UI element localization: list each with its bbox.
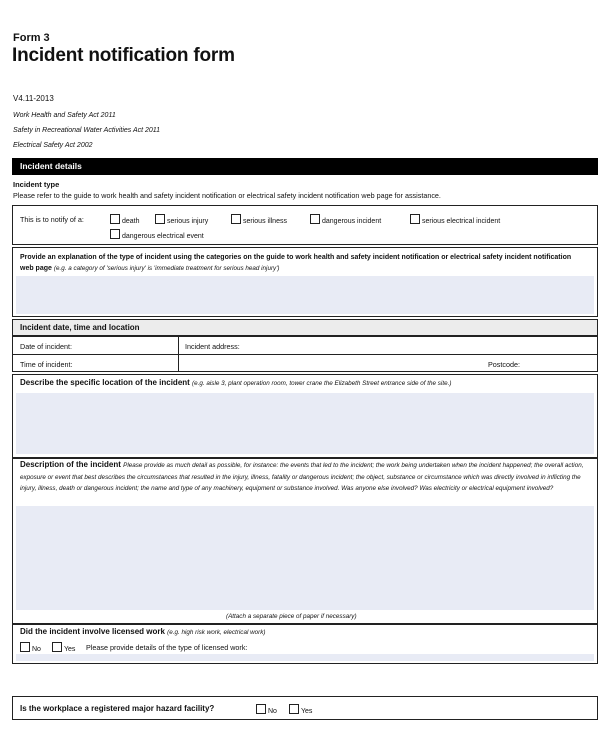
option-death[interactable]: death — [110, 214, 140, 225]
checkbox[interactable] — [20, 642, 30, 652]
address-label: Incident address: — [185, 342, 240, 351]
form-title: Incident notification form — [12, 45, 235, 66]
date-label: Date of incident: — [20, 342, 72, 351]
version-label: V4.11-2013 — [13, 94, 54, 103]
explanation-field[interactable] — [16, 276, 594, 314]
description-field[interactable] — [16, 506, 594, 610]
location-field[interactable] — [16, 393, 594, 454]
form-number: Form 3 — [13, 32, 50, 44]
incident-type-label: Incident type — [13, 180, 60, 189]
incident-type-instructions: Please refer to the guide to work health and safety incident notification or electrical safety incident notification web page for assistance. — [13, 191, 441, 200]
explanation-label: Provide an explanation of the type of incident using the categories on the guide to work health and safety incident notification or electrical safety incident notification web page (e.g. a category of 'serious injury' is 'immediate treatment for serious head injury') — [20, 254, 572, 272]
licensed-yes-option[interactable]: Yes — [52, 642, 75, 653]
licensed-work-label: Did the incident involve licensed work (e.g. high risk work, electrical work) — [20, 627, 266, 636]
checkbox[interactable] — [289, 704, 299, 714]
incident-details-header: Incident details — [12, 158, 598, 175]
checkbox[interactable] — [110, 214, 120, 224]
hazard-facility-label: Is the workplace a registered major hazard facility? — [20, 704, 215, 713]
act-item: Safety in Recreational Water Activities Act 2011 — [13, 127, 161, 134]
option-dangerous-incident[interactable]: dangerous incident — [310, 214, 381, 225]
checkbox[interactable] — [256, 704, 266, 714]
hazard-spacer — [330, 700, 594, 716]
checkbox[interactable] — [155, 214, 165, 224]
checkbox[interactable] — [410, 214, 420, 224]
option-serious-injury[interactable]: serious injury — [155, 214, 208, 225]
notify-label: This is to notify of a: — [20, 215, 84, 224]
option-dangerous-electrical-event[interactable]: dangerous electrical event — [110, 229, 204, 240]
act-item: Work Health and Safety Act 2011 — [13, 112, 116, 119]
licensed-no-option[interactable]: No — [20, 642, 41, 653]
licensed-details-label: Please provide details of the type of licensed work: — [86, 643, 248, 652]
act-item: Electrical Safety Act 2002 — [13, 142, 93, 149]
checkbox[interactable] — [110, 229, 120, 239]
hazard-yes-option[interactable]: Yes — [289, 704, 312, 715]
attach-note: (Attach a separate piece of paper if necessary) — [226, 613, 357, 620]
time-label: Time of incident: — [20, 360, 73, 369]
checkbox[interactable] — [310, 214, 320, 224]
notify-box — [12, 205, 598, 245]
date-section-title: Incident date, time and location — [20, 323, 140, 332]
description-label: Description of the incident Please provide as much detail as possible, for instance: the events that led to the incident; the work being undertaken when the incident happened; the overall action, exposure or event that best describes the circumstances that resulted in the injury, illness, fatality or dangerous incident; the object, substance or circumstance which was directly involved in inflicting the injury, illness, death or dangerous incident; the name and type of any machinery, equipment or substance involved. Was anyone else involved? Was electricity or electrical equipment involved? — [20, 460, 584, 492]
checkbox[interactable] — [52, 642, 62, 652]
location-label: Describe the specific location of the incident (e.g. aisle 3, plant operation room, tower crane the Elizabeth Street entrance side of the site.) — [20, 378, 452, 387]
licensed-details-field[interactable] — [16, 654, 594, 661]
option-serious-illness[interactable]: serious illness — [231, 214, 287, 225]
postcode-label: Postcode: — [488, 360, 520, 369]
checkbox[interactable] — [231, 214, 241, 224]
option-serious-electrical-incident[interactable]: serious electrical incident — [410, 214, 500, 225]
hazard-no-option[interactable]: No — [256, 704, 277, 715]
